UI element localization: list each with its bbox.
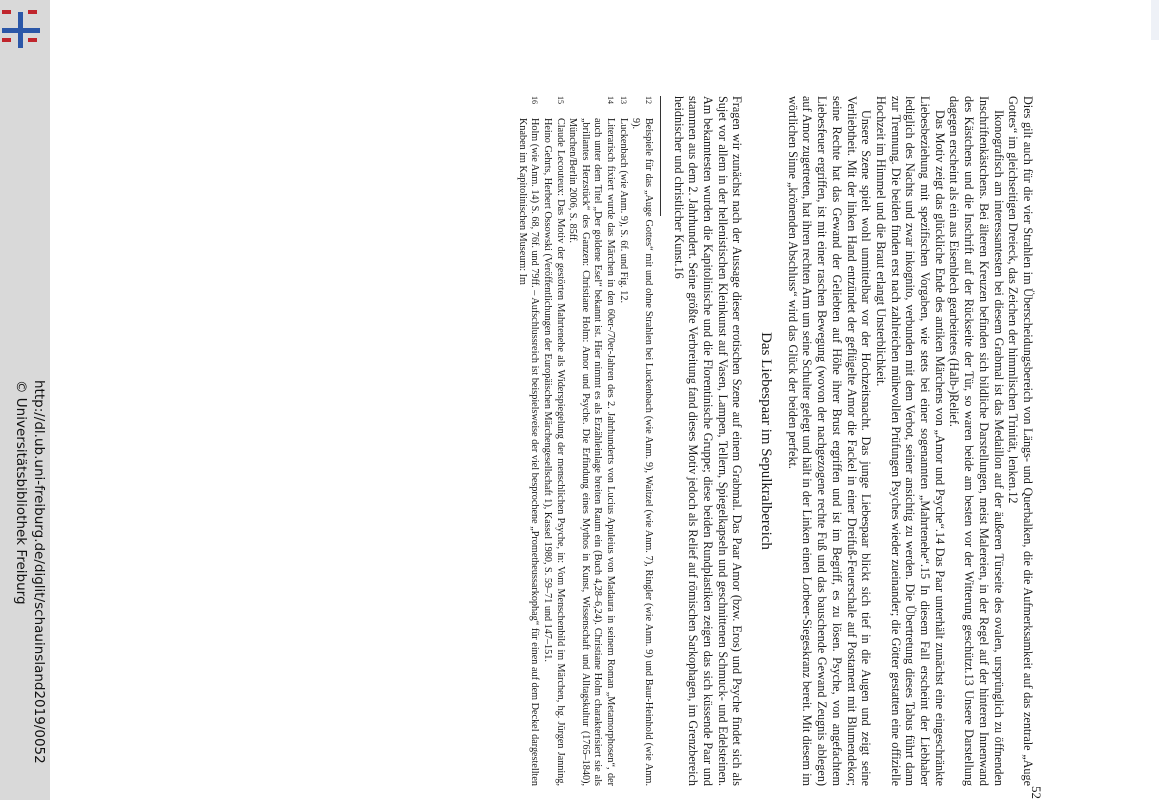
footnote-text: Holm (wie Anm. 14) S. 68, 76f. und 79ff. – Aufschlussreich ist beispielsweise der viel besprochene „Prometheussarkophag“ für einen auf dem Deckel dargestellten Knaben im Kapitolinischen Museum: Im <box>516 118 541 786</box>
footnote-rule <box>660 96 661 216</box>
footnote-text: Claude Lecouteux: Das Motiv der gestörten Mahrtenehe als Widerspiegelung der menschlichen Psyche, in: Vom Menschenbild im Märchen, hg. Jürgen Janning, Heino Gehrts, Herbert Ossowski (Veröffentlichungen der Europäischen Märchengesellschaft 1), Kassel 1980, S. 59–71 und 147–151. <box>542 118 566 786</box>
footnote <box>629 96 654 786</box>
footnote-text: Literarisch fixiert wurde das Märchen in den 60er-/70er-Jahren des 2. Jahrhunderts von Lucius Apuleius von Madaura in seinem Roman „Metamorphosen“, der auch unter dem Titel „Der goldene Esel“ bekannt ist. Hier nimmt es als Erzähleinlage breiten Raum ein (Buch 4,28–6,24). Christiane Holm charakterisiert sie als „brillantes Herzstück“ des Ganzen: Christiane Holm: Amor und Psyche. Die Erfindung eines Mythos in Kunst, Wissenschaft und Alltagskultur (1765–1840), München/Berlin 2006, S. 85ff. <box>567 118 617 786</box>
page-number: 52 <box>1029 786 1044 799</box>
rotated-page <box>516 96 1044 799</box>
footnote-text: Luckenbach (wie Anm. 9), S. 6f. und Fig. 12. <box>617 118 629 304</box>
footnote-text: Beispiele für das „Auge Gottes“ mit und ohne Strahlen bei Luckenbach (wie Anm. 9), Waitzel (wie Anm. 7), Ringler (wie Anm. 9) und Baur-Heinhold (wie Anm. 9). <box>630 118 654 786</box>
footnote <box>566 96 616 786</box>
viewer-sidebar <box>0 0 50 800</box>
footnote <box>540 96 565 786</box>
paragraph: Das Motiv zeigt das glückliche Ende des antiken Märchens von „Amor und Psyche“.14 Das Paar unterhält zunächst eine eingeschränkte Liebesbeziehung mit spezifischen Vorgaben, wie stets bei einer sogenannten „Mahrtenehe“.15 In diesem Fall erscheint der Liebhaber lediglich des Nachts und zwar inkognito, verbunden mit dem Verbot, seiner ansichtig zu werden. Die Übertretung dieses Tabus führt dann zur Trennung. Die beiden finden erst nach zahlreichen mühevollen Prüfungen Psyches wieder zueinander; die Götter gestatten eine offizielle Hochzeit im Himmel und die Braut erlangt Unsterblichkeit. <box>873 96 947 786</box>
footnote <box>616 96 629 786</box>
university-logo-icon[interactable] <box>0 0 46 50</box>
section-heading: Das Liebespaar im Sepulkralbereich <box>758 332 775 550</box>
footnote-number: 16 <box>530 96 540 104</box>
scroll-edge <box>1151 0 1159 40</box>
footnote <box>515 96 540 786</box>
source-url[interactable]: http://dl.ub.uni-freiburg.de/diglit/schauinsland2019/0052 <box>31 380 47 764</box>
footnote-number: 12 <box>643 96 653 104</box>
paragraph: Fragen wir zunächst nach der Aussage dieser erotischen Szene auf einem Grabmal. Das Paar Amor (bzw. Eros) und Psyche findet sich als Sujet vor allem in der hellenistischen Kleinkunst auf Vasen, Lampen, Tellern, Spiegelkapseln und geschnittenen Schmuck- und Edelsteinen. Am bekanntesten wurden die Kapitolinische und die Florentinische Gruppe; diese beiden Rundplastiken zeigen das sich küssende Paar und stammen aus dem 2. Jahrhundert. Seine größte Verbreitung fand dieses Motiv jedoch als Relief auf römischen Sarkophagen, im Grenzbereich heidnischer und christlicher Kunst.16 <box>671 96 745 786</box>
footnote-number: 15 <box>555 96 565 104</box>
paragraph: Ikonografisch am interessantesten bei diesem Grabmal ist das Medaillon auf der äußeren Türseite des ovalen, ursprünglich zu öffnenden Inschriftenkästchens. Bei älteren Kreuzen befinden sich bildliche Darstellungen, meist Malereien, in der Regel auf der hinteren Innenwand des Kästchens und die Inschrift auf der Rückseite der Tür, so waren beide am besten vor der Witterung geschützt.13 Unsere Darstellung dagegen erscheint als ein aus Eisenblech gearbeitetes (Halb-)Relief. <box>947 96 1006 786</box>
copyright-notice: © Universitätsbibliothek Freiburg <box>13 380 29 605</box>
footnote-number: 13 <box>618 96 628 104</box>
paragraph: Dies gilt auch für die vier Strahlen im Überscheidungsbereich von Längs- und Querbalken, die die Aufmerksamkeit auf das zentrale „Auge Gottes“ im gleichseitigen Dreieck, das Zeichen der himmlischen Trinität, lenken.12 <box>1006 96 1035 786</box>
source-url-block <box>2 380 48 800</box>
footnote-number: 14 <box>606 96 616 104</box>
paragraph: Unsere Szene spielt wohl unmittelbar vor der Hochzeitsnacht. Das junge Liebespaar blickt sich tief in die Augen und zeigt seine Verliebtheit. Mit der linken Hand entzündet der geflügelte Amor die Fackel in einer Dreifuß-Feuerschale auf Postament mit Blumendekor; seine Rechte hat das Gewand der Geliebten auf Höhe ihrer Brust ergriffen und ist im Begriff, es zu lösen. Psyche, von angefachtem Liebesfeuer ergriffen, ist mit einer raschen Bewegung (wovon der nachgezogene rechte Fuß und das bauschende Gewand Zeugnis ablegen) auf Amor zugetreten, hat ihren rechten Arm um seine Schulter gelegt und hält in der Linken einen Lorbeer-Siegeskranz bereit. Mit diesem im wörtlichen Sinne „krönenden Abschluss“ wird das Glück der beiden perfekt. <box>785 96 874 786</box>
